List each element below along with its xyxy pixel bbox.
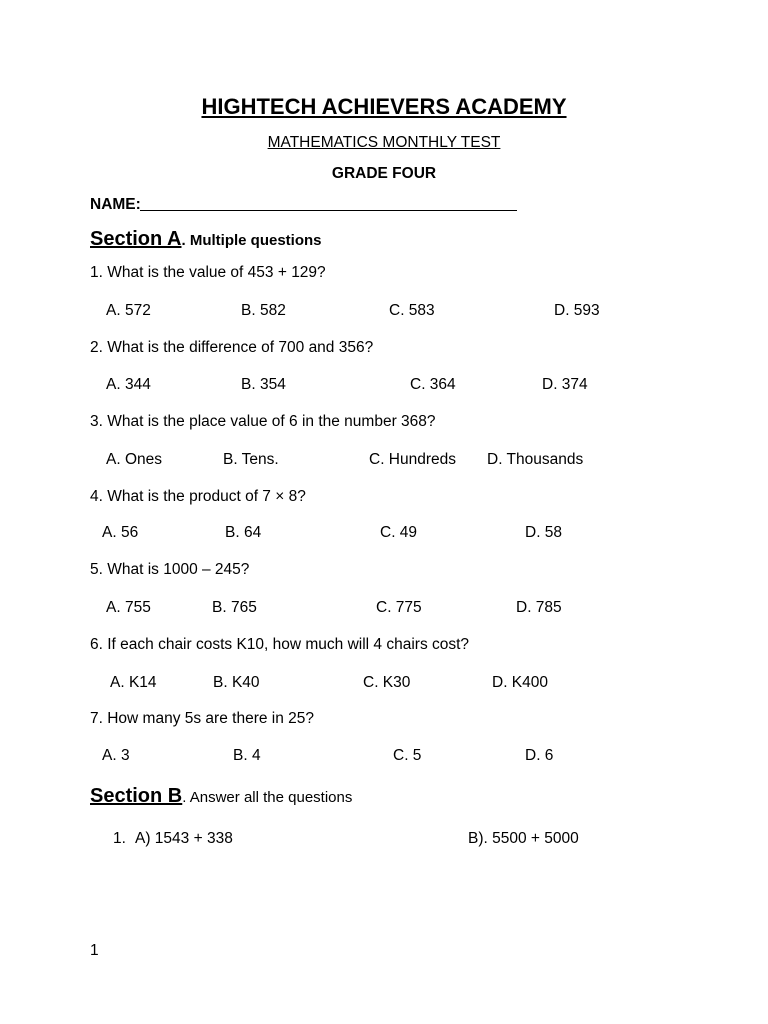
section-b-title: Section B	[90, 785, 183, 807]
q7-option-a: A. 3	[102, 747, 130, 764]
name-blank-line[interactable]	[140, 210, 517, 211]
q6-option-b: B. K40	[213, 674, 260, 691]
section-a-title: Section A	[90, 228, 182, 250]
q3-option-c: C. Hundreds	[369, 451, 457, 468]
section-a-description: . Multiple questions	[181, 232, 322, 249]
q4-option-a: A. 56	[102, 524, 139, 541]
question-1: 1. What is the value of 453 + 129?	[90, 264, 326, 281]
question-7: 7. How many 5s are there in 25?	[90, 710, 315, 727]
q1-option-a: A. 572	[106, 302, 151, 319]
question-5: 5. What is 1000 – 245?	[90, 561, 250, 578]
q5-option-d: D. 785	[516, 599, 562, 616]
q1-option-d: D. 593	[554, 302, 600, 319]
q4-option-b: B. 64	[225, 524, 262, 541]
q6-option-c: C. K30	[363, 674, 411, 691]
q1-option-b: B. 582	[241, 302, 286, 319]
section-a-heading	[90, 229, 322, 249]
q3-option-a: A. Ones	[106, 451, 162, 468]
q6-option-a: A. K14	[110, 674, 157, 691]
question-2: 2. What is the difference of 700 and 356?	[90, 339, 374, 356]
page-number: 1	[90, 942, 99, 959]
q2-option-b: B. 354	[241, 376, 286, 393]
q6-option-d: D. K400	[492, 674, 549, 691]
q5-option-c: C. 775	[376, 599, 422, 616]
q7-option-b: B. 4	[233, 747, 261, 764]
q5-option-b: B. 765	[212, 599, 257, 616]
question-3: 3. What is the place value of 6 in the number 368?	[90, 413, 436, 430]
q4-option-d: D. 58	[525, 524, 563, 541]
test-title: MATHEMATICS MONTHLY TEST	[267, 134, 501, 151]
q7-option-d: D. 6	[525, 747, 554, 764]
question-6: 6. If each chair costs K10, how much will 4 chairs cost?	[90, 636, 470, 653]
school-title: HIGHTECH ACHIEVERS ACADEMY	[201, 94, 567, 119]
q1-option-c: C. 583	[389, 302, 435, 319]
section-b-part-b: B). 5500 + 5000	[468, 830, 579, 847]
name-label: NAME:	[90, 196, 141, 213]
q2-option-a: A. 344	[106, 376, 151, 393]
q2-option-d: D. 374	[542, 376, 588, 393]
grade-label: GRADE FOUR	[331, 165, 437, 182]
q4-option-c: C. 49	[380, 524, 418, 541]
section-b-heading	[90, 786, 352, 806]
section-b-part-a: A) 1543 + 338	[135, 830, 233, 847]
section-b-description: . Answer all the questions	[182, 789, 353, 806]
q3-option-d: D. Thousands	[487, 451, 584, 468]
section-b-item-number: 1.	[113, 830, 126, 847]
q3-option-b: B. Tens.	[223, 451, 279, 468]
q5-option-a: A. 755	[106, 599, 151, 616]
q2-option-c: C. 364	[410, 376, 456, 393]
q7-option-c: C. 5	[393, 747, 422, 764]
question-4: 4. What is the product of 7 × 8?	[90, 488, 306, 505]
